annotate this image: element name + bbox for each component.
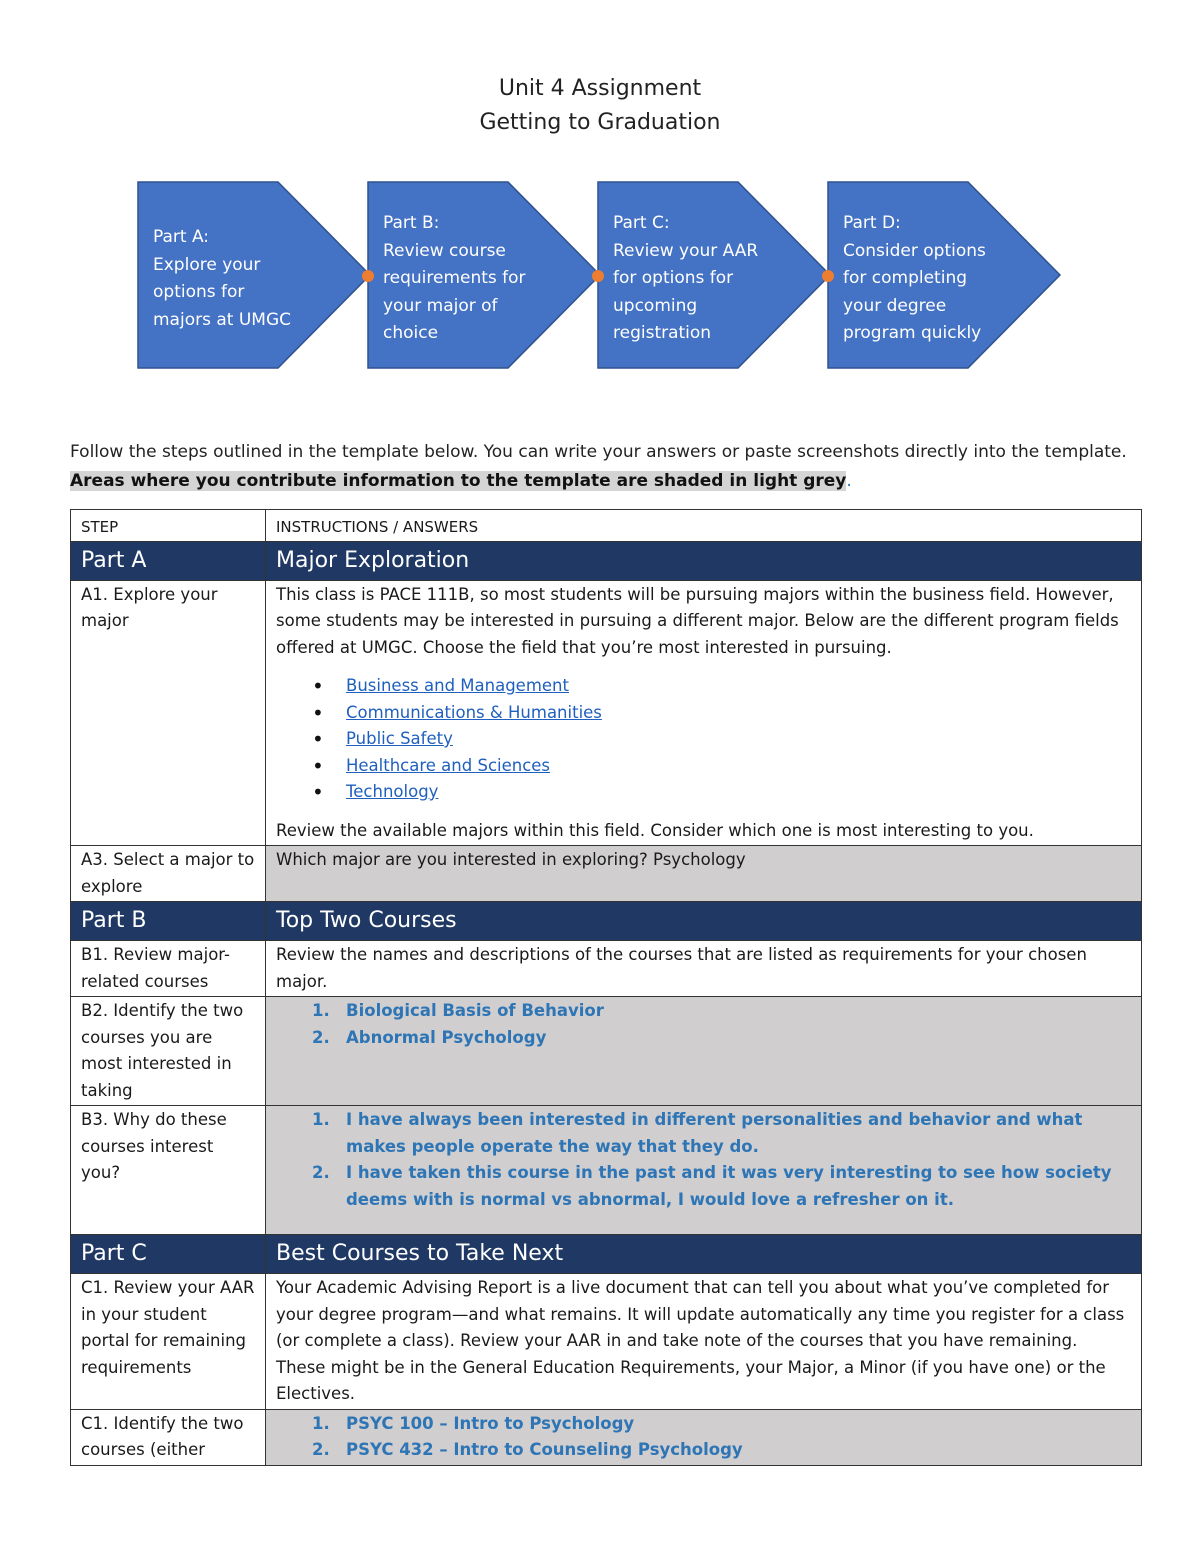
answer-b2[interactable] <box>266 997 1142 1106</box>
answer-b3[interactable] <box>266 1106 1142 1235</box>
step-b1: B1. Review major-related courses <box>71 941 266 997</box>
answer-a3[interactable]: Which major are you interested in exploring? Psychology <box>266 846 1142 902</box>
list-item: 2. Abnormal Psychology <box>312 1027 547 1047</box>
list-item: 1. PSYC 100 – Intro to Psychology <box>312 1413 635 1433</box>
table-row-c1 <box>71 1274 1142 1410</box>
connector-dot <box>362 270 374 282</box>
document-subtitle: Getting to Graduation <box>479 110 721 135</box>
list-item <box>346 673 1131 700</box>
table-row-b2 <box>71 997 1142 1106</box>
table-row-c1b <box>71 1409 1142 1465</box>
part-c-title: Best Courses to Take Next <box>266 1235 1142 1274</box>
column-header-step: STEP <box>71 510 266 542</box>
step-a3: A3. Select a major to explore <box>71 846 266 902</box>
program-fields-list <box>276 673 1131 806</box>
table-row-a1 <box>71 580 1142 846</box>
list-item: 1. I have always been interested in different personalities and behavior and what makes people operate the way that they do. <box>312 1110 1083 1156</box>
instructions-b1: Review the names and descriptions of the courses that are listed as requirements for your chosen major. <box>266 941 1142 997</box>
list-item: 1. Biological Basis of Behavior <box>312 1001 604 1020</box>
list-item <box>346 779 1131 806</box>
step-label-d: Part D: Consider options for completing your degree program quickly <box>843 213 986 343</box>
step-c1: C1. Review your AAR in your student portal for remaining requirements <box>71 1274 266 1410</box>
assignment-template-table <box>70 509 1142 1466</box>
step-label-b: Part B: Review course requirements for your major of choice <box>383 213 526 343</box>
list-item <box>346 726 1131 753</box>
step-b3: B3. Why do these courses interest you? <box>71 1106 266 1235</box>
connector-dot <box>592 270 604 282</box>
step-label-c: Part C: Review your AAR for options for upcoming registration <box>613 213 759 343</box>
part-b-label: Part B <box>71 902 266 941</box>
table-row-a3 <box>71 846 1142 902</box>
part-c-label: Part C <box>71 1235 266 1274</box>
column-header-instructions: INSTRUCTIONS / ANSWERS <box>266 510 1142 542</box>
table-row-b1 <box>71 941 1142 997</box>
step-a1: A1. Explore your major <box>71 580 266 846</box>
instructions-c1: Your Academic Advising Report is a live document that can tell you about what you’ve completed for your degree program—and what remains. It will update automatically any time you register for a class (or complete a class). Review your AAR in and take note of the courses that you have remaining. These might be in the General Education Requirements, your Major, a Minor (if you have one) or the Electives. <box>266 1274 1142 1410</box>
list-item <box>346 753 1131 780</box>
part-b-title: Top Two Courses <box>266 902 1142 941</box>
intro-highlight: Areas where you contribute information to the template are shaded in light grey <box>70 471 847 491</box>
step-c1b: C1. Identify the two courses (either <box>71 1409 266 1465</box>
step-b2: B2. Identify the two courses you are most interested in taking <box>71 997 266 1106</box>
part-b-header <box>71 902 1142 941</box>
link-business-management[interactable]: Business and Management <box>346 676 569 695</box>
list-item: 2. PSYC 432 – Intro to Counseling Psychology <box>312 1440 743 1459</box>
table-row-b3 <box>71 1106 1142 1235</box>
part-a-title: Major Exploration <box>266 541 1142 580</box>
process-flow-diagram <box>0 0 1200 400</box>
part-a-header <box>71 541 1142 580</box>
intro-text: Follow the steps outlined in the template below. You can write your answers or paste screenshots directly into the template. <box>70 442 1127 462</box>
part-c-header <box>71 1235 1142 1274</box>
step-label-a: Part A: Explore your options for majors at UMGC <box>153 227 291 330</box>
list-item: 2. I have taken this course in the past and it was very interesting to see how society deems with is normal vs abnormal, I would love a refresher on it. <box>312 1163 1112 1209</box>
part-a-label: Part A <box>71 541 266 580</box>
list-item <box>346 700 1131 727</box>
answer-c1b[interactable] <box>266 1409 1142 1465</box>
intro-paragraph: Follow the steps outlined in the template below. You can write your answers or paste screenshots directly into the template. Areas where you contribute information to the template are shaded in light grey. <box>70 442 1127 491</box>
link-public-safety[interactable]: Public Safety <box>346 729 453 748</box>
document-title: Unit 4 Assignment <box>498 76 702 101</box>
connector-dot <box>822 270 834 282</box>
link-technology[interactable]: Technology <box>346 782 439 801</box>
link-communications-humanities[interactable]: Communications & Humanities <box>346 702 602 722</box>
link-healthcare-sciences[interactable]: Healthcare and Sciences <box>346 755 551 775</box>
instructions-a1: This class is PACE 111B, so most students will be pursuing majors within the business field. However, some students may be interested in pursuing a different major. Below are the different program fields offered at UMGC. Choose the field that you’re most interested in pursuing. • Business and Management • Communications & Humanities • Public Safety • Healthcare and Sciences • Technology Review the available majors within this field. Consider which one is most interesting to you. <box>266 580 1142 846</box>
table-header-row <box>71 510 1142 542</box>
